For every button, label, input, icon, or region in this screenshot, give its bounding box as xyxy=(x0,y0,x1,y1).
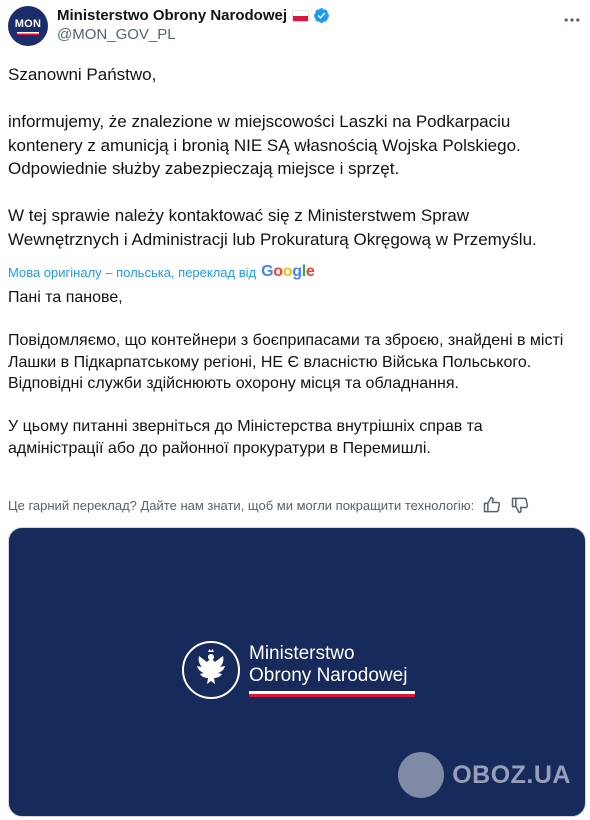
verified-badge-icon[interactable] xyxy=(313,7,330,24)
avatar-flag-stripe xyxy=(17,32,39,35)
tweet-translated-text xyxy=(8,287,576,459)
name-row xyxy=(57,6,330,25)
google-logo: Google xyxy=(261,263,315,280)
mon-logo xyxy=(181,640,415,700)
more-options-icon[interactable] xyxy=(562,10,582,30)
watermark-text: OBOZ.UA xyxy=(452,760,571,789)
translation-attribution[interactable] xyxy=(8,263,314,281)
translated-paragraph-3: У цьому питанні зверніться до Міністерства внутрішніх справ та адміністрації або до районної прокуратури в Перемишлі. xyxy=(8,418,483,457)
poland-flag-icon xyxy=(292,10,309,22)
tweet-original-text xyxy=(8,63,576,251)
feedback-text: Це гарний переклад? Дайте нам знати, щоб ми могли покращити технологію: xyxy=(8,497,475,513)
logo-line-1: Ministerstwo xyxy=(249,643,355,664)
eagle-emblem-icon xyxy=(181,640,241,700)
logo-line-2: Obrony Narodowej xyxy=(249,665,408,686)
display-name[interactable]: Ministerstwo Obrony Narodowej xyxy=(57,7,288,24)
avatar-text: MON xyxy=(14,17,42,30)
author-identity xyxy=(57,6,330,44)
logo-wordmark xyxy=(249,643,415,697)
translated-paragraph-2: Повідомляємо, що контейнери з боєприпасами та зброєю, знайдені в місті Лашки в Підкарпатському регіоні, НЕ Є власністю Війська Польського. Відповідні служби здійснюють охорону місця та обладнання. xyxy=(8,332,564,392)
tweet-paragraph-1: Szanowni Państwo, xyxy=(8,65,157,84)
thumbs-down-icon[interactable] xyxy=(510,495,530,515)
tweet-paragraph-2: informujemy, że znalezione w miejscowości Laszki na Podkarpaciu kontenery z amunicją i bronią NIE SĄ własnością Wojska Polskiego. Odpowiednie służby zabezpieczają miejsce i sprzęt. xyxy=(8,112,521,178)
translation-label: Мова оригіналу – польська, переклад від xyxy=(8,264,257,280)
translated-paragraph-1: Пані та панове, xyxy=(8,289,123,306)
oboz-watermark xyxy=(398,752,571,798)
translation-feedback xyxy=(8,494,576,516)
author-handle[interactable]: @MON_GOV_PL xyxy=(57,26,176,43)
thumbs-up-icon[interactable] xyxy=(482,495,502,515)
tweet-media-image[interactable] xyxy=(8,527,586,817)
avatar[interactable] xyxy=(8,6,48,46)
tweet-paragraph-3: W tej sprawie należy kontaktować się z Ministerstwem Spraw Wewnętrznych i Administracji lub Prokuraturą Okręgową w Przemyślu. xyxy=(8,206,537,249)
globe-icon xyxy=(398,752,444,798)
logo-flag-bar xyxy=(249,691,415,697)
tweet-header xyxy=(8,6,582,48)
